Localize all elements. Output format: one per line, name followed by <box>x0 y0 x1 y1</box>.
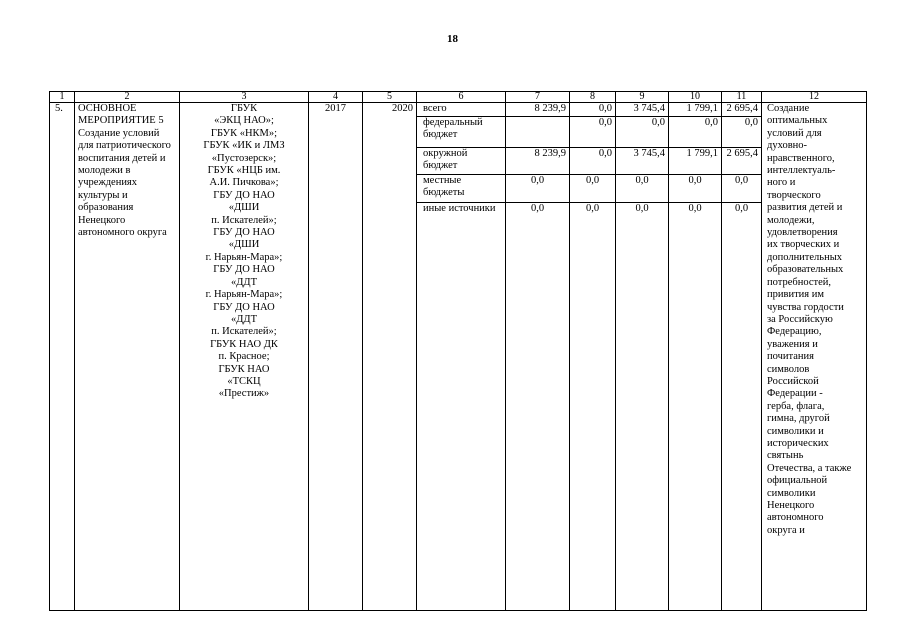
result-line: Федерацию, <box>767 326 822 338</box>
amount-year-3: 1 799,1 <box>669 148 722 175</box>
source-name: федеральный бюджет <box>417 117 506 148</box>
executor-line: «ЭКЦ НАО»; <box>214 115 274 127</box>
result-line: молодежи, <box>767 214 815 226</box>
executor-line: «ДШИ <box>228 202 260 214</box>
executor-line: ГБУК «ИК и ЛМЗ <box>203 140 285 152</box>
executor-line: «Пустозерск»; <box>211 152 277 164</box>
column-number: 12 <box>762 92 867 103</box>
result-line: официальной <box>767 475 828 487</box>
column-number: 5 <box>363 92 417 103</box>
amount-year-1: 0,0 <box>570 103 616 117</box>
amount-year-2: 0,0 <box>616 117 669 148</box>
result-line: чувства гордости <box>767 301 844 313</box>
amount-year-3: 0,0 <box>669 117 722 148</box>
result-line: ного и <box>767 177 796 189</box>
executor-line: ГБУ ДО НАО <box>213 264 275 276</box>
result-line: дополнительных <box>767 251 843 263</box>
amount-year-1: 0,0 <box>570 175 616 203</box>
executor-line: ГБУК «НЦБ им. <box>207 165 281 177</box>
result-line: Федерации - <box>767 388 823 400</box>
result-line: интеллектуаль- <box>767 165 836 177</box>
result-line: исторических <box>767 437 829 449</box>
result-cell <box>762 103 867 611</box>
column-number: 6 <box>417 92 506 103</box>
result-line: уважения и <box>767 338 818 350</box>
executor-line: п. Красное; <box>218 351 270 363</box>
executor-line: п. Искателей»; <box>211 214 277 226</box>
column-number: 7 <box>506 92 570 103</box>
executor-line: «Престиж» <box>218 388 270 400</box>
executor-line: ГБУК <box>230 103 258 114</box>
amount-year-3: 0,0 <box>669 203 722 232</box>
column-number: 8 <box>570 92 616 103</box>
result-line: развития детей и <box>767 202 843 214</box>
result-line: образовательных <box>767 264 844 276</box>
amount-year-1: 0,0 <box>570 117 616 148</box>
result-line: автономного <box>767 512 824 524</box>
executor-line: ГБУК НАО ДК <box>210 338 278 350</box>
result-line: условий для <box>767 127 822 139</box>
amount-year-1: 0,0 <box>570 148 616 175</box>
result-line: символики и <box>767 425 824 437</box>
result-line: Ненецкого <box>767 500 815 511</box>
year-end: 2020 <box>363 103 417 611</box>
source-row-total <box>50 103 867 117</box>
executor-line: ГБУ ДО НАО <box>213 189 275 201</box>
activity-cell <box>75 103 180 611</box>
result-line: удовлетворения <box>767 227 838 239</box>
executor-line: п. Искателей»; <box>211 326 277 338</box>
column-number: 9 <box>616 92 669 103</box>
result-line: оптимальных <box>767 115 828 127</box>
activity-description: Создание условий для патриотического воспитания детей и молодежи в учреждениях культуры и образования Ненецкого автономного округа <box>78 127 171 239</box>
amount-year-2: 0,0 <box>616 203 669 232</box>
executor-line: А.И. Пичкова»; <box>209 177 279 189</box>
source-name: иные источники <box>417 203 506 232</box>
result-line: Отечества, а также <box>767 462 852 474</box>
year-start: 2017 <box>309 103 363 611</box>
executor-line: ГБУК НАО <box>218 363 270 375</box>
source-name: местные бюджеты <box>417 175 506 203</box>
executor-line: г. Нарьян-Мара»; <box>205 289 283 301</box>
executor-line: «ДШИ <box>228 239 260 251</box>
result-line: святынь <box>767 450 804 462</box>
executor-line: ГБУ ДО НАО <box>213 301 275 313</box>
executors-cell <box>180 103 309 611</box>
amount-year-4: 2 695,4 <box>722 103 762 117</box>
result-line: их творческих и <box>767 239 840 251</box>
amount-year-2: 3 745,4 <box>616 103 669 117</box>
result-line: нравственного, <box>767 152 835 164</box>
amount-year-4: 0,0 <box>722 175 762 203</box>
row-number: 5. <box>50 103 75 611</box>
result-line: Создание <box>767 103 810 114</box>
activity-title: ОСНОВНОЕ МЕРОПРИЯТИЕ 5 <box>78 103 164 127</box>
program-table <box>49 91 867 611</box>
amount-year-3: 0,0 <box>669 175 722 203</box>
amount-year-2: 0,0 <box>616 175 669 203</box>
result-line: Российской <box>767 375 819 387</box>
amount-total: 8 239,9 <box>506 148 570 175</box>
column-number: 4 <box>309 92 363 103</box>
result-line: округа и <box>767 524 805 536</box>
source-name: всего <box>417 103 506 117</box>
executor-line: ГБУК «НКМ»; <box>210 127 278 139</box>
executor-line: «ДДТ <box>231 313 257 325</box>
amount-year-1: 0,0 <box>570 203 616 232</box>
column-number: 3 <box>180 92 309 103</box>
source-name: окружной бюджет <box>417 148 506 175</box>
result-line: почитания <box>767 351 814 363</box>
amount-total: 0,0 <box>506 203 570 232</box>
amount-total: 0,0 <box>506 175 570 203</box>
result-line: герба, флага, <box>767 400 825 412</box>
result-line: духовно- <box>767 140 808 152</box>
column-number-row <box>50 92 867 103</box>
amount-year-3: 1 799,1 <box>669 103 722 117</box>
amount-year-4: 0,0 <box>722 117 762 148</box>
result-line: символов <box>767 363 810 375</box>
executor-line: «ТСКЦ <box>227 375 261 387</box>
column-number: 2 <box>75 92 180 103</box>
executor-line: г. Нарьян-Мара»; <box>205 251 283 263</box>
result-line: творческого <box>767 189 821 201</box>
amount-year-4: 0,0 <box>722 203 762 232</box>
column-number: 11 <box>722 92 762 103</box>
executor-line: «ДДТ <box>231 276 257 288</box>
executor-line: ГБУ ДО НАО <box>213 227 275 239</box>
amount-total <box>506 117 570 148</box>
column-number: 10 <box>669 92 722 103</box>
result-line: гимна, другой <box>767 413 830 425</box>
result-line: привития им <box>767 289 824 301</box>
amount-total: 8 239,9 <box>506 103 570 117</box>
amount-year-2: 3 745,4 <box>616 148 669 175</box>
result-line: за Российскую <box>767 313 833 325</box>
result-line: символики <box>767 487 816 499</box>
amount-year-4: 2 695,4 <box>722 148 762 175</box>
page-number: 18 <box>447 33 458 45</box>
result-line: потребностей, <box>767 276 831 288</box>
column-number: 1 <box>50 92 75 103</box>
